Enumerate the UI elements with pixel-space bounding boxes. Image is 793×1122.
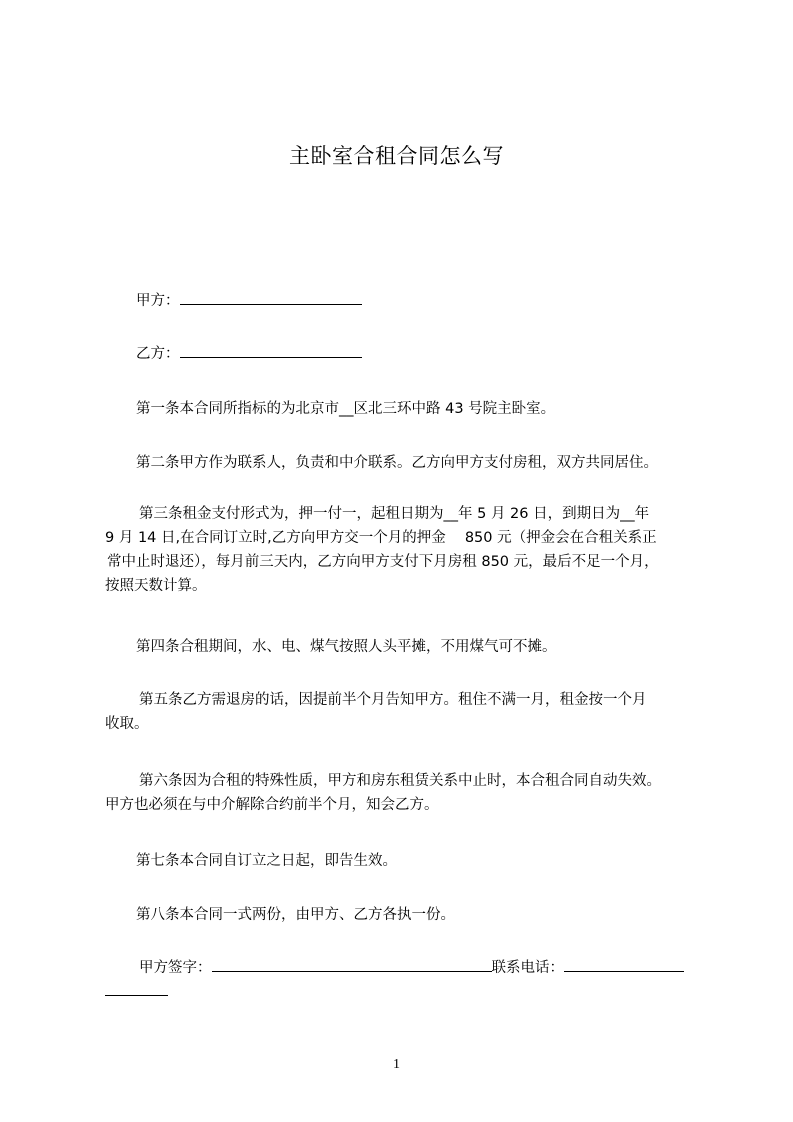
clause-1: 第一条本合同所指标的为北京市__区北三环中路 43 号院主卧室。 <box>136 401 556 417</box>
clause-6-line: 甲方也必须在与中介解除合约前半个月，知会乙方。 <box>105 797 439 813</box>
clause-7: 第七条本合同自订立之日起，即告生效。 <box>136 853 397 869</box>
clause-3-line: 常中止时退还），每月前三天内，乙方向甲方支付下月房租 850 元，最后不足一个月， <box>107 554 659 570</box>
clause-4: 第四条合租期间，水、电、煤气按照人头平摊，不用煤气可不摊。 <box>136 639 557 655</box>
clause-3-line: 9 月 14 日,在合同订立时,乙方向甲方交一个月的押金 850 元（押金会在合租关系正 <box>105 530 657 546</box>
party-a-blank <box>180 290 362 305</box>
clause-8: 第八条本合同一式两份，由甲方、乙方各执一份。 <box>136 907 455 923</box>
signature-blank <box>212 957 492 972</box>
clause-3-line: 按照天数计算。 <box>105 578 207 594</box>
clause-3-line: 第三条租金支付形式为，押一付一，起租日期为__年 5 月 26 日，到期日为__年 <box>139 506 650 522</box>
party-b-line <box>105 342 736 366</box>
party-b-blank <box>180 343 362 358</box>
signature-line-continued <box>105 980 703 1004</box>
signature-line <box>105 956 703 980</box>
clause-5-line: 收取。 <box>105 716 149 732</box>
contact-blank-continued <box>105 981 168 996</box>
document-title: 主卧室合租合同怎么写 <box>289 144 504 168</box>
signature-label: 甲方签字： <box>139 960 212 976</box>
contact-blank <box>564 957 684 972</box>
page-number: 1 <box>393 1057 400 1072</box>
clause-3 <box>105 502 703 598</box>
clause-2: 第二条甲方作为联系人，负责和中介联系。乙方向甲方支付房租，双方共同居住。 <box>136 455 658 471</box>
party-a-label: 甲方： <box>136 293 180 309</box>
clause-6-line: 第六条因为合租的特殊性质，甲方和房东租赁关系中止时，本合租合同自动失效。 <box>139 773 661 789</box>
signature-block <box>105 956 703 1004</box>
party-b-label: 乙方： <box>136 346 180 362</box>
contact-label: 联系电话： <box>491 960 564 976</box>
clause-6 <box>105 769 703 817</box>
party-a-line <box>105 289 736 313</box>
clause-5 <box>105 688 703 736</box>
clause-5-line: 第五条乙方需退房的话，因提前半个月告知甲方。租住不满一月，租金按一个月 <box>139 692 647 708</box>
